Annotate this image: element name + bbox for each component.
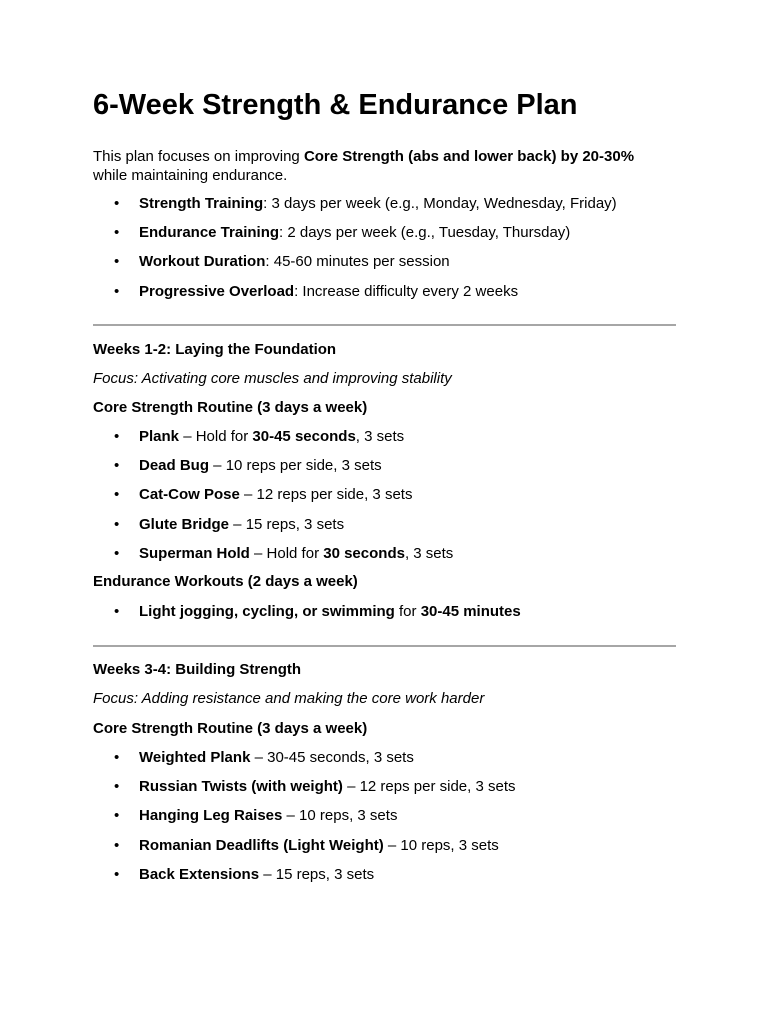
exercise-detail: – 12 reps per side, 3 sets <box>239 486 413 504</box>
item-label: Progressive Overload <box>139 282 295 300</box>
item-text: : 2 days per week (e.g., Tuesday, Thursday) <box>279 224 571 242</box>
week34-exercise-list <box>93 748 516 894</box>
exercise-detail: – 12 reps per side, 3 sets <box>342 778 516 796</box>
list-item <box>93 806 516 835</box>
endurance-activity: Light jogging, cycling, or swimming <box>139 603 395 620</box>
week12-exercise-list <box>93 427 453 573</box>
endurance-duration: 30-45 minutes <box>420 603 521 620</box>
item-label: Endurance Training <box>139 224 280 242</box>
exercise-name: Romanian Deadlifts (Light Weight) <box>139 836 384 854</box>
bullet-icon: • <box>114 428 120 445</box>
exercise-name: Weighted Plank <box>139 749 251 766</box>
exercise-name: Cat-Cow Pose <box>139 486 240 504</box>
exercise-name: Hanging Leg Raises <box>139 807 283 825</box>
week12-endurance-heading: Endurance Workouts (2 days a week) <box>93 573 358 590</box>
exercise-detail-bold: 30-45 seconds <box>252 428 356 445</box>
list-item <box>93 282 617 311</box>
bullet-icon: • <box>114 749 120 766</box>
exercise-detail: – 10 reps per side, 3 sets <box>209 457 382 475</box>
bullet-icon: • <box>114 457 120 475</box>
bullet-icon: • <box>114 195 120 212</box>
list-item <box>93 748 516 777</box>
exercise-name: Russian Twists (with weight) <box>139 778 343 796</box>
exercise-name: Plank <box>139 428 180 445</box>
week12-focus: Focus: Activating core muscles and improving stability <box>93 370 452 387</box>
week34-routine-heading: Core Strength Routine (3 days a week) <box>93 720 368 737</box>
bullet-icon: • <box>114 515 120 533</box>
week12-endurance-list <box>93 602 521 631</box>
list-item <box>93 602 521 631</box>
exercise-detail-end: , 3 sets <box>404 544 454 562</box>
exercise-name: Superman Hold <box>139 544 250 562</box>
item-label: Strength Training <box>139 195 264 212</box>
bullet-icon: • <box>114 253 120 271</box>
week12-heading: Weeks 1-2: Laying the Foundation <box>93 341 337 358</box>
bullet-icon: • <box>114 836 120 854</box>
intro-paragraph <box>93 147 676 185</box>
exercise-detail: – Hold for <box>249 544 324 562</box>
week34-focus: Focus: Adding resistance and making the core work harder <box>93 690 485 707</box>
intro-text-continued: while maintaining endurance. <box>93 167 288 184</box>
endurance-detail: for <box>394 603 421 620</box>
exercise-detail: – 30-45 seconds, 3 sets <box>250 749 414 766</box>
item-text: : Increase difficulty every 2 weeks <box>294 282 519 300</box>
exercise-detail-bold: 30 seconds <box>323 544 405 562</box>
exercise-detail: – Hold for <box>179 428 253 445</box>
week12-routine-heading: Core Strength Routine (3 days a week) <box>93 399 368 416</box>
list-item <box>93 223 617 252</box>
exercise-detail: – 10 reps, 3 sets <box>282 807 398 825</box>
item-label: Workout Duration <box>139 253 266 271</box>
exercise-detail: – 15 reps, 3 sets <box>229 515 345 533</box>
bullet-icon: • <box>114 544 120 562</box>
list-item <box>93 194 617 223</box>
list-item <box>93 427 453 456</box>
week34-heading: Weeks 3-4: Building Strength <box>93 661 302 678</box>
exercise-detail-end: , 3 sets <box>355 428 405 445</box>
list-item <box>93 836 516 865</box>
bullet-icon: • <box>114 778 120 796</box>
item-text: : 3 days per week (e.g., Monday, Wednesday, Friday) <box>263 195 617 212</box>
exercise-name: Glute Bridge <box>139 515 230 533</box>
bullet-icon: • <box>114 224 120 242</box>
list-item <box>93 544 453 573</box>
bullet-icon: • <box>114 282 120 300</box>
list-item <box>93 485 453 514</box>
intro-text: This plan focuses on improving <box>93 148 304 165</box>
section-divider <box>93 324 676 326</box>
bullet-icon: • <box>114 807 120 825</box>
bullet-icon: • <box>114 603 120 620</box>
exercise-detail: – 15 reps, 3 sets <box>259 865 375 883</box>
overview-list <box>93 194 617 311</box>
page-title: 6-Week Strength & Endurance Plan <box>93 89 578 121</box>
list-item <box>93 515 453 544</box>
list-item <box>93 252 617 281</box>
list-item <box>93 456 453 485</box>
exercise-name: Dead Bug <box>139 457 210 475</box>
list-item <box>93 777 516 806</box>
list-item <box>93 865 516 894</box>
section-divider <box>93 645 676 647</box>
item-text: : 45-60 minutes per session <box>265 253 450 271</box>
exercise-name: Back Extensions <box>139 865 260 883</box>
bullet-icon: • <box>114 865 120 883</box>
intro-bold-text: Core Strength (abs and lower back) by 20-30% <box>303 148 635 165</box>
bullet-icon: • <box>114 486 120 504</box>
exercise-detail: – 10 reps, 3 sets <box>383 836 499 854</box>
